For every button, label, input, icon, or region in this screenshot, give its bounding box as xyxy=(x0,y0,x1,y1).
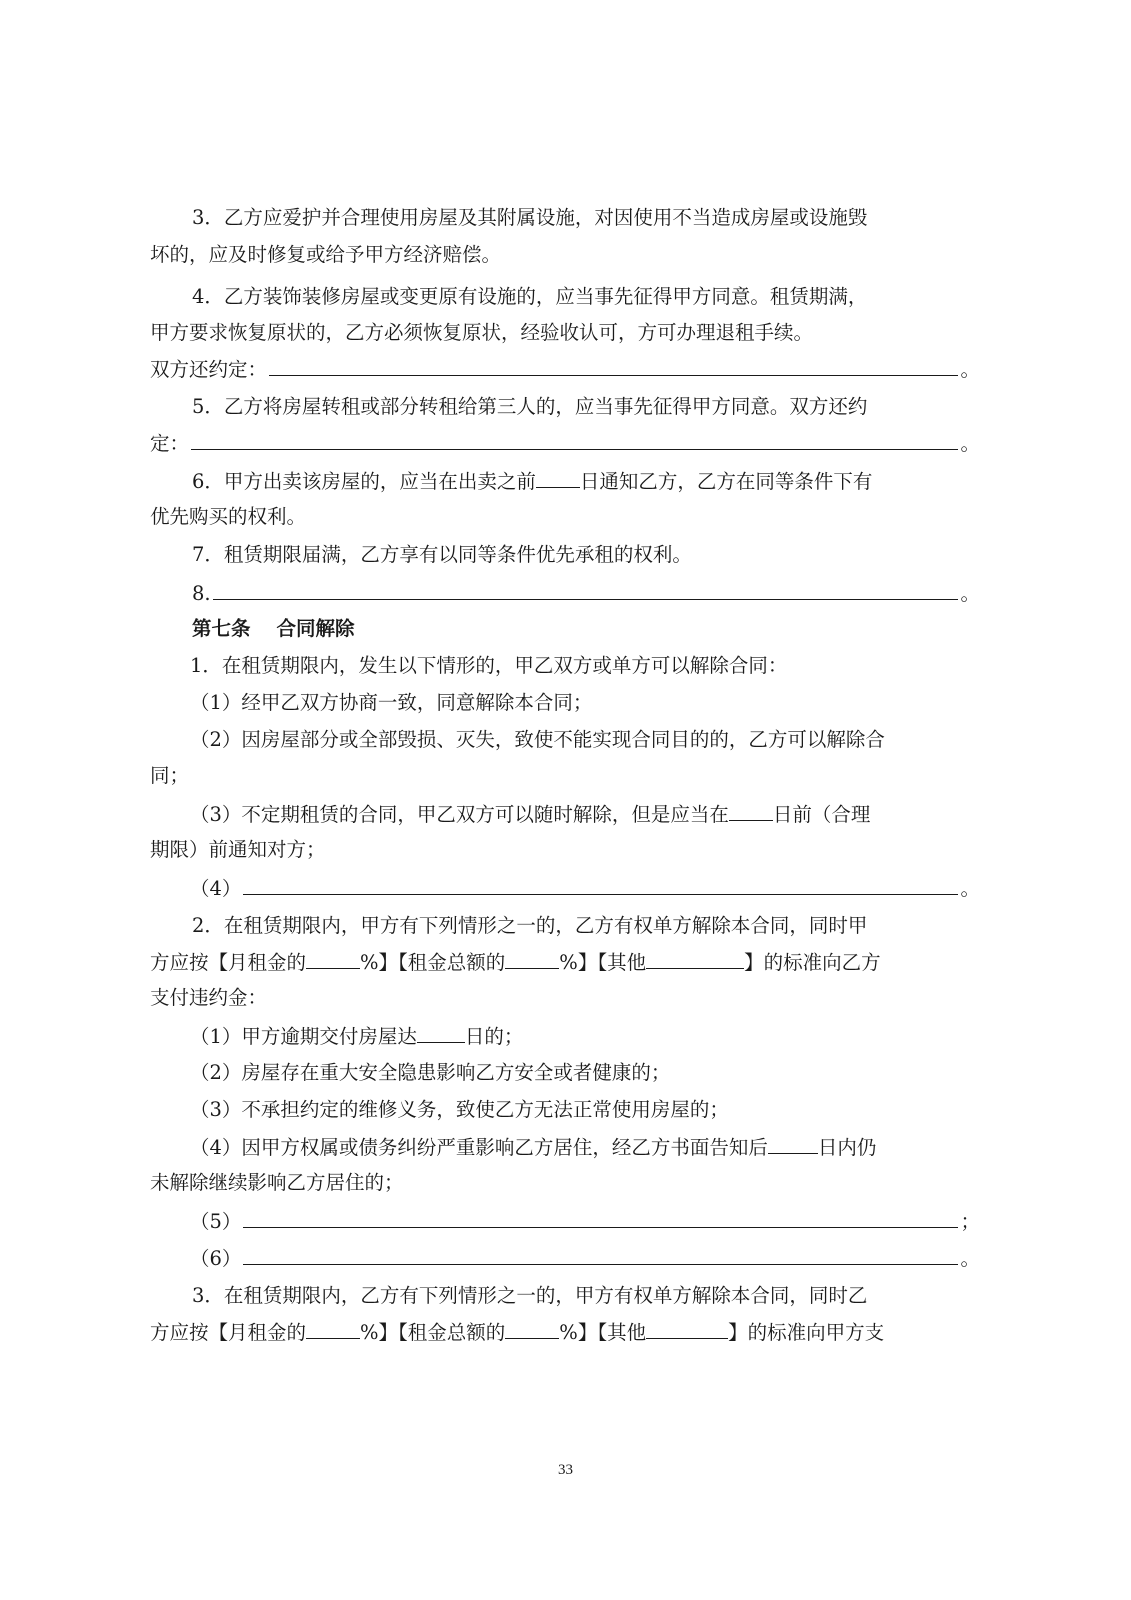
text-line: 双方还约定： 。 xyxy=(150,351,980,387)
text-line: （1）经甲乙双方协商一致，同意解除本合同； xyxy=(190,691,593,714)
text-line: 方应按【月租金的 %】【租金总额的 %】【其他 】的标准向甲方支 xyxy=(150,1314,980,1350)
blank-field[interactable] xyxy=(243,1203,958,1228)
text-line: 定： 。 xyxy=(150,425,980,461)
blank-field[interactable] xyxy=(729,796,773,821)
text-line: 2．在租赁期限内，甲方有下列情形之一的，乙方有权单方解除本合同，同时甲 xyxy=(192,914,868,937)
blank-field[interactable] xyxy=(269,351,958,376)
text-line: 坏的，应及时修复或给予甲方经济赔偿。 xyxy=(150,243,502,266)
blank-field[interactable] xyxy=(243,1240,958,1265)
blank-field[interactable] xyxy=(646,944,744,969)
text-line: （6） 。 xyxy=(150,1240,980,1276)
blank-field[interactable] xyxy=(646,1314,728,1339)
blank-field[interactable] xyxy=(306,944,360,969)
blank-field[interactable] xyxy=(243,870,958,895)
text-line: （3）不定期租赁的合同，甲乙双方可以随时解除，但是应当在 日前（合理 xyxy=(150,796,980,832)
text-line: 优先购买的权利。 xyxy=(150,505,307,528)
text-line: 支付违约金： xyxy=(150,986,268,1009)
blank-field[interactable] xyxy=(536,463,580,488)
text-line: （2）因房屋部分或全部毁损、灭失，致使不能实现合同目的的，乙方可以解除合 xyxy=(190,728,885,751)
text-line: 甲方要求恢复原状的，乙方必须恢复原状，经验收认可，方可办理退租手续。 xyxy=(150,321,814,344)
section-heading: 第七条 合同解除 xyxy=(192,617,355,640)
text-line: 未解除继续影响乙方居住的； xyxy=(150,1171,404,1194)
text-line: 6．甲方出卖该房屋的，应当在出卖之前 日通知乙方，乙方在同等条件下有 xyxy=(150,463,980,499)
blank-field[interactable] xyxy=(505,1314,559,1339)
text-line: 同； xyxy=(150,764,190,787)
blank-field[interactable] xyxy=(306,1314,360,1339)
text-line: （1）甲方逾期交付房屋达 日的； xyxy=(150,1018,980,1054)
text-line: （3）不承担约定的维修义务，致使乙方无法正常使用房屋的； xyxy=(190,1098,729,1121)
blank-field[interactable] xyxy=(417,1018,465,1043)
text-line: （4） 。 xyxy=(150,870,980,906)
text-line: 3．在租赁期限内，乙方有下列情形之一的，甲方有权单方解除本合同，同时乙 xyxy=(192,1284,868,1307)
text-line: 4．乙方装饰装修房屋或变更原有设施的，应当事先征得甲方同意。租赁期满， xyxy=(192,285,868,308)
text-line: 3．乙方应爱护并合理使用房屋及其附属设施，对因使用不当造成房屋或设施毁 xyxy=(192,206,868,229)
blank-field[interactable] xyxy=(505,944,559,969)
text-line: 方应按【月租金的 %】【租金总额的 %】【其他 】的标准向乙方 xyxy=(150,944,980,980)
text-line: 8. 。 xyxy=(150,575,980,611)
text-line: （2）房屋存在重大安全隐患影响乙方安全或者健康的； xyxy=(190,1061,671,1084)
text-line: 5．乙方将房屋转租或部分转租给第三人的，应当事先征得甲方同意。双方还约 xyxy=(192,395,868,418)
text-line: 1．在租赁期限内，发生以下情形的，甲乙双方或单方可以解除合同： xyxy=(190,654,788,677)
page-number: 33 xyxy=(558,1462,573,1478)
text-line: 期限）前通知对方； xyxy=(150,838,326,861)
text-line: （5） ； xyxy=(150,1203,980,1239)
text-line: 7．租赁期限届满，乙方享有以同等条件优先承租的权利。 xyxy=(192,543,692,566)
blank-field[interactable] xyxy=(191,425,958,450)
blank-field[interactable] xyxy=(213,575,959,600)
blank-field[interactable] xyxy=(768,1129,818,1154)
text-line: （4）因甲方权属或债务纠纷严重影响乙方居住，经乙方书面告知后 日内仍 xyxy=(150,1129,980,1165)
